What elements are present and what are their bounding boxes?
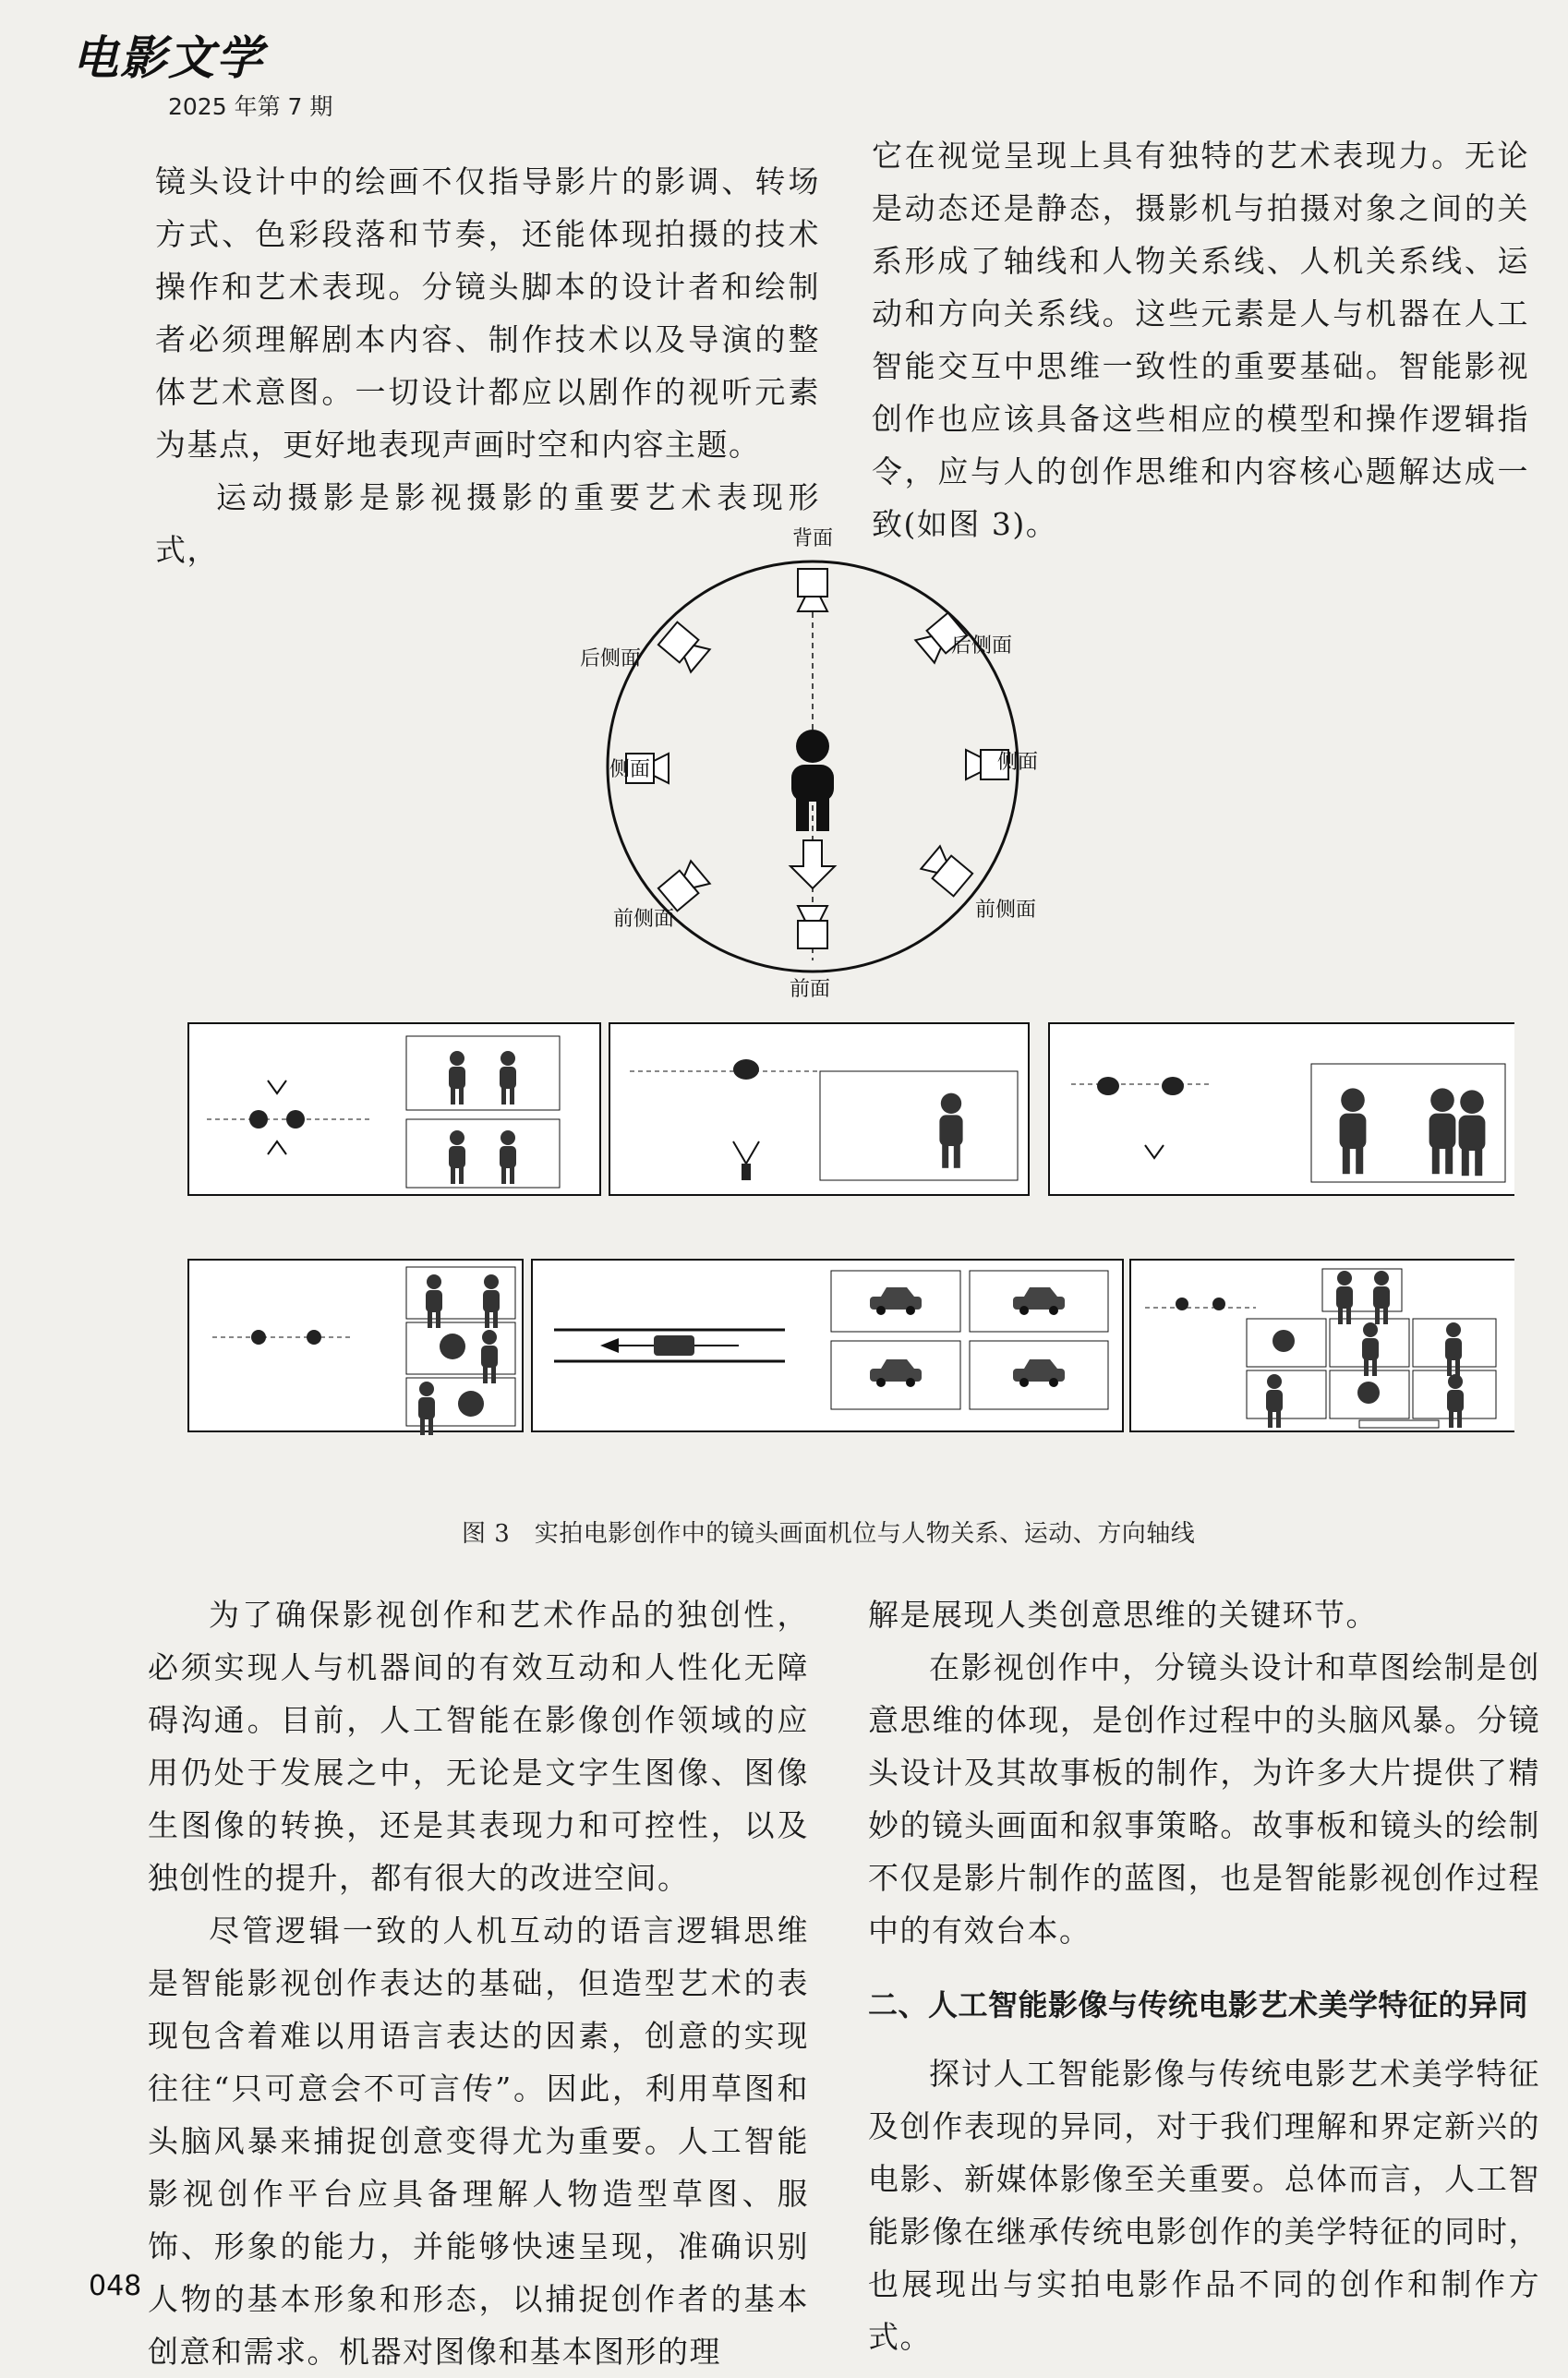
section-heading: 二、人工智能影像与传统电影艺术美学特征的异同 bbox=[868, 1987, 1529, 2022]
paragraph: 它在视觉呈现上具有独特的艺术表现力。无论是动态还是静态，摄影机与拍摄对象之间的关系形成了轴线和人物关系线、人机关系线、运动和方向关系线。这些元素是人与机器在人工智能交互中思维一致性的重要基础。智能影视创作也应该具备这些相应的模型和操作逻辑指令，应与人的创作思维和内容核心题解达成一致(如图 3)。 bbox=[872, 138, 1529, 542]
label-front-side-right: 前侧面 bbox=[975, 899, 1037, 922]
figure-caption: 图 3 实拍电影创作中的镜头画面机位与人物关系、运动、方向轴线 bbox=[462, 1520, 1196, 1548]
right-column-top bbox=[872, 129, 1529, 550]
paragraph: 镜头设计中的绘画不仅指导影片的影调、转场方式、色彩段落和节奏，还能体现拍摄的技术操作和艺术表现。分镜头脚本的设计者和绘制者必须理解剧本内容、制作技术以及导演的整体艺术意图。一切设计都应以剧作的视听元素为基点，更好地表现声画时空和内容主题。 bbox=[155, 163, 820, 463]
paragraph: 为了确保影视创作和艺术作品的独创性，必须实现人与机器间的有效互动和人性化无障碍沟通。目前，人工智能在影像创作领域的应用仍处于发展之中，无论是文字生图像、图像生图像的转换，还是其表现力和可控性，以及独创性的提升，都有很大的改进空间。 bbox=[148, 1597, 809, 1896]
label-back-side-left: 后侧面 bbox=[580, 647, 642, 670]
label-side-left: 侧面 bbox=[609, 758, 651, 781]
left-column-bottom bbox=[148, 1588, 809, 2378]
label-front: 前面 bbox=[790, 978, 831, 1001]
label-back: 背面 bbox=[792, 527, 834, 550]
figure-3-diagram bbox=[185, 517, 1514, 1496]
panel-two-subjects bbox=[1049, 1023, 1514, 1195]
panel-movement-direction bbox=[532, 1260, 1123, 1431]
paragraph: 在影视创作中，分镜头设计和草图绘制是创意思维的体现，是创作过程中的头脑风暴。分镜头设计及其故事板的制作，为许多大片提供了精妙的镜头画面和叙事策略。故事板和镜头的绘制不仅是影片制作的蓝图，也是智能影视创作过程中的有效台本。 bbox=[868, 1649, 1540, 1949]
label-front-side-left: 前侧面 bbox=[613, 908, 675, 931]
right-column-bottom bbox=[868, 1588, 1540, 2363]
page-number: 048 bbox=[89, 2270, 142, 2302]
journal-logo: 电影文学 bbox=[72, 30, 264, 85]
panel-single-subject bbox=[609, 1023, 1029, 1195]
issue-number: 2025 年第 7 期 bbox=[168, 93, 333, 120]
panel-shot-reverse bbox=[188, 1260, 523, 1435]
paragraph: 运动摄影是影视摄影的重要艺术表现形式， bbox=[155, 479, 820, 568]
camera-position-circle bbox=[580, 527, 1038, 1001]
panel-axis-line bbox=[188, 1023, 600, 1195]
masthead bbox=[72, 30, 333, 122]
paragraph: 尽管逻辑一致的人机互动的语言逻辑思维是智能影视创作表达的基础，但造型艺术的表现包含着难以用语言表达的因素，创意的实现往往“只可意会不可言传”。因此，利用草图和头脑风暴来捕捉创意变得尤为重要。人工智能影视创作平台应具备理解人物造型草图、服饰、形象的能力，并能够快速呈现，准确识别人物的基本形象和形态，以捕捉创作者的基本创意和需求。机器对图像和基本图形的理 bbox=[148, 1913, 809, 2370]
paragraph: 探讨人工智能影像与传统电影艺术美学特征及创作表现的异同，对于我们理解和界定新兴的电影、新媒体影像至关重要。总体而言，人工智能影像在继承传统电影创作的美学特征的同时，也展现出与实拍电影作品不同的创作和制作方式。 bbox=[868, 2056, 1540, 2355]
paragraph: 解是展现人类创意思维的关键环节。 bbox=[868, 1597, 1378, 1633]
label-side-right: 侧面 bbox=[997, 751, 1039, 774]
left-column-top bbox=[155, 155, 820, 576]
label-back-side-right: 后侧面 bbox=[951, 634, 1013, 658]
panel-group-axes bbox=[1130, 1260, 1514, 1431]
